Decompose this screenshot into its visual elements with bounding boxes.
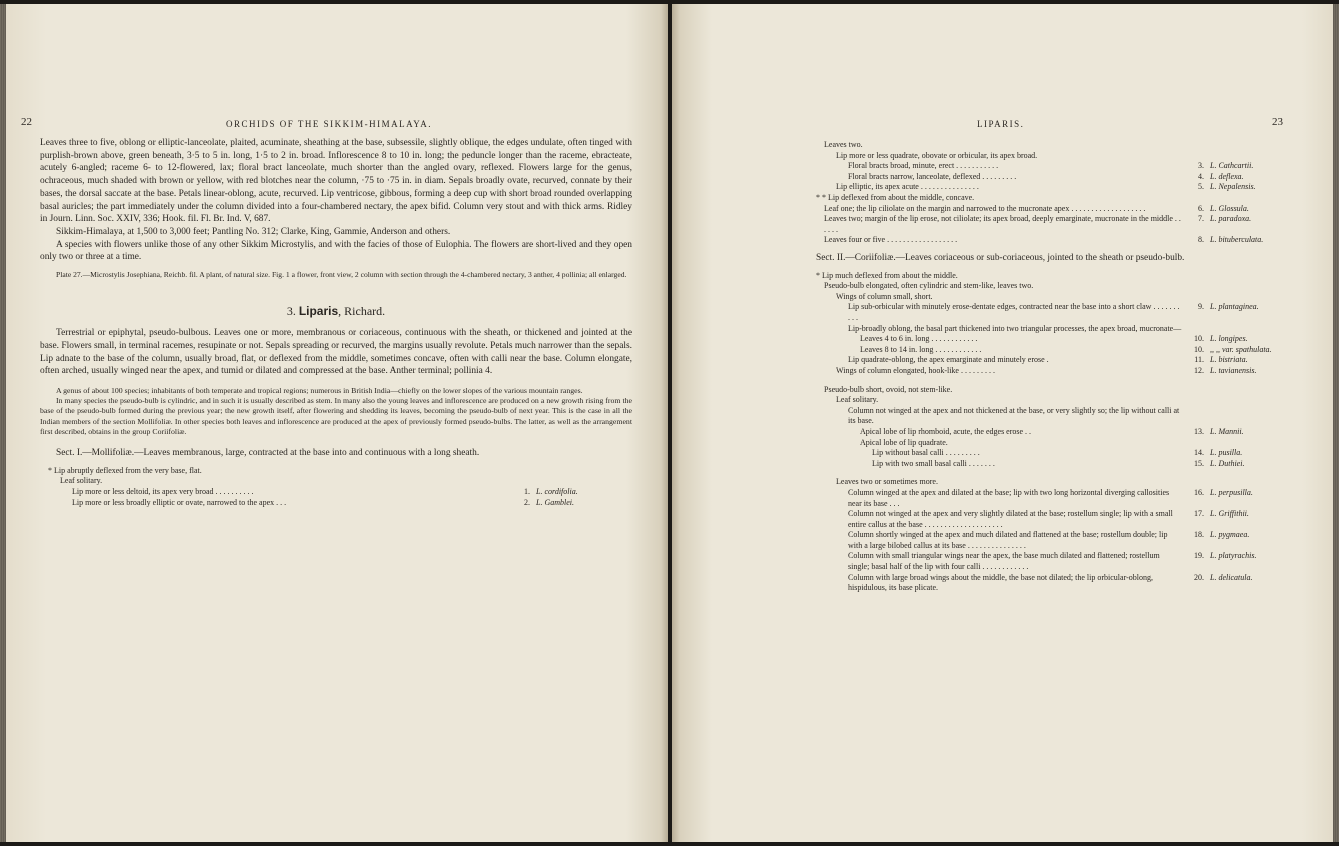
key-number: 10. [1194, 344, 1204, 354]
key-text: Column winged at the apex and dilated at the base; lip with two long horizontal diverging callosities near its base . . . [848, 487, 1170, 508]
key-text: Floral bracts narrow, lanceolate, deflexed . . . . . . . . . [848, 171, 1017, 181]
key-line [816, 448, 1306, 459]
key-number [1182, 140, 1204, 151]
key-species [1204, 271, 1306, 282]
key-text: Leaves 4 to 6 in. long . . . . . . . . . . . . [860, 334, 978, 344]
key-line [816, 161, 1306, 172]
key-line [816, 204, 1306, 215]
identification-key [816, 140, 1306, 246]
key-species [1204, 324, 1306, 335]
key-text: Wings of column small, short. [836, 291, 933, 301]
key-number [1182, 151, 1204, 162]
key-line [816, 366, 1306, 377]
section-heading: Sect. I.—Mollifoliæ.—Leaves membranous, large, contracted at the base into and continuous with a long sheath. [56, 448, 480, 459]
key-text: Leaves two. [824, 140, 863, 149]
key-number: 15. [1194, 458, 1204, 468]
key-number [1182, 438, 1204, 449]
key-species [1204, 292, 1306, 303]
key-species: L. Gamblei. [536, 497, 574, 507]
key-species [1204, 193, 1306, 204]
key-line [816, 509, 1306, 530]
key-line [816, 151, 1306, 162]
key-line [816, 292, 1306, 303]
key-line [816, 214, 1306, 235]
key-number: 14. [1194, 448, 1204, 458]
key-line [816, 530, 1306, 551]
key-text: Column shortly winged at the apex and much dilated and flattened at the base; rostellum double; lip with a large bilobed callus at its base . . . . . . . . . . . . . . . [848, 530, 1168, 550]
key-number [1182, 385, 1204, 396]
left-page-body [40, 137, 632, 508]
key-line [816, 182, 1306, 193]
key-text: Leaf one; the lip ciliolate on the margin and narrowed to the mucronate apex . . . . . . . . . . . . . . . . . . . [824, 203, 1146, 213]
key-species [1204, 385, 1306, 396]
key-species: L. Nepalensis. [1210, 182, 1256, 192]
key-text: Pseudo-bulb elongated, often cylindric and stem-like, leaves two. [824, 281, 1034, 291]
key-text: * Lip much deflexed from about the middle. [816, 270, 958, 280]
key-species: L. platyrachis. [1210, 551, 1257, 561]
key-number [1182, 477, 1204, 488]
key-species [1204, 477, 1306, 488]
identification-key [816, 385, 1306, 470]
key-number [1182, 406, 1204, 427]
key-line [816, 235, 1306, 246]
key-number: 8. [1198, 235, 1204, 245]
key-line [816, 271, 1306, 282]
key-text: Leaves four or five . . . . . . . . . . . . . . . . . . [824, 235, 958, 245]
key-line [816, 302, 1306, 323]
key-species: L. Duthiei. [1210, 458, 1245, 468]
key-species [1204, 406, 1306, 427]
key-species: L. longipes. [1210, 334, 1248, 344]
key-species: L. Glossula. [1210, 203, 1249, 213]
key-species: L. pusilla. [1210, 448, 1243, 458]
key-species: L. Cathcartii. [1210, 161, 1254, 171]
key-line [816, 281, 1306, 292]
key-line [816, 551, 1306, 572]
key-text: Leaves two; margin of the lip erose, not ciliolate; its apex broad, deeply emarginate, mucronate in the middle . . . . . . [824, 214, 1181, 234]
key-species [1204, 151, 1306, 162]
key-text: Lip elliptic, its apex acute . . . . . . . . . . . . . . . [836, 182, 979, 192]
key-number: 16. [1194, 487, 1204, 497]
right-page-body [816, 140, 1306, 594]
page-number: 23 [1272, 116, 1283, 128]
key-text: * Lip abruptly deflexed from the very base, flat. [48, 465, 202, 475]
key-species [530, 476, 632, 487]
key-text: Wings of column elongated, hook-like . . . . . . . . . [836, 365, 995, 375]
key-number [1182, 193, 1204, 204]
key-number: 1. [524, 486, 530, 496]
key-text: Column with small triangular wings near the apex, the base much dilated and flattened; rostellum single; basal half of the lip with four calli . . . . . . . . . . . . [848, 551, 1160, 572]
key-text: Lip more or less broadly elliptic or ovate, narrowed to the apex . . . [72, 497, 287, 507]
key-species: ,, ,, var. spathulata. [1210, 344, 1272, 354]
key-number: 13. [1194, 426, 1204, 436]
key-number: 10. [1194, 334, 1204, 344]
key-number: 17. [1194, 509, 1204, 519]
left-page [6, 4, 668, 842]
plate-caption: Plate 27.—Microstylis Josephiana, Reichb. fil. A plant, of natural size. Fig. 1 a flower, front view, 2 column with section through the 4-chambered nectary, 3 anther, 4 pollinia; all enlarged. [56, 270, 627, 280]
key-text: Leaves two or sometimes more. [836, 477, 938, 487]
key-text: Lip sub-orbicular with minutely erose-dentate edges, contracted near the base into a short claw . . . . . . . . . . [848, 302, 1180, 323]
key-species: L. bituberculata. [1210, 235, 1264, 245]
key-line [816, 395, 1306, 406]
key-line [816, 477, 1306, 488]
key-number [1182, 281, 1204, 292]
page-number: 22 [21, 116, 32, 128]
key-text: Lip without basal calli . . . . . . . . . [872, 448, 980, 458]
key-species: L. plantaginea. [1210, 302, 1259, 312]
key-line [816, 140, 1306, 151]
identification-key [816, 477, 1306, 594]
key-line [40, 476, 632, 487]
key-text: Lip more or less quadrate, obovate or orbicular, its apex broad. [836, 150, 1038, 160]
key-text: Lip more or less deltoid, its apex very broad . . . . . . . . . . [72, 486, 254, 496]
key-species: L. deflexa. [1210, 171, 1244, 181]
key-species [1204, 140, 1306, 151]
running-head: ORCHIDS OF THE SIKKIM-HIMALAYA. [226, 119, 433, 129]
key-line [40, 498, 632, 509]
section-heading: Sect. II.—Coriifoliæ.—Leaves coriaceous or sub-coriaceous, jointed to the sheath or pseudo-bulb. [816, 252, 1185, 263]
key-line [816, 385, 1306, 396]
key-number [508, 476, 530, 487]
key-line [816, 427, 1306, 438]
key-species: L. Mannii. [1210, 426, 1244, 436]
key-line [40, 466, 632, 477]
key-number: 19. [1194, 551, 1204, 561]
key-line [40, 487, 632, 498]
key-text: Lip quadrate-oblong, the apex emarginate and minutely erose . [848, 355, 1049, 365]
key-species: L. cordifolia. [536, 486, 578, 496]
key-number: 11. [1194, 355, 1204, 365]
key-line [816, 324, 1306, 335]
key-species [1204, 395, 1306, 406]
key-text: Column not winged at the apex and not thickened at the base, or very slightly so; the lip without calli at its base. [848, 405, 1180, 426]
key-species: L. bistriata. [1210, 355, 1248, 365]
key-text: Floral bracts broad, minute, erect . . . . . . . . . . . [848, 161, 999, 171]
key-species [530, 466, 632, 477]
key-text: Apical lobe of lip quadrate. [860, 437, 948, 447]
genus-heading: 3. Liparis, Richard. [286, 303, 386, 318]
right-page [672, 4, 1333, 842]
key-line [816, 438, 1306, 449]
genus-notes: A genus of about 100 species; inhabitants of both temperate and tropical regions; numerous in British India—chiefly on the lower slopes of the various mountain ranges. In many species the pseudo-bulb is cylindric, and in such it is usually described as stem. In many also the young leaves and inflorescence are produced on a new growth rising from the base of the pseudo-bulb formed during the previous year; the new growth itself, after flowering and shedding its leaves, becoming the pseudo-bulb of next year. This is the case in all the Indian members of the section Mollifoliæ. In other species both leaves and inflorescence are produced at the apex of previously formed pseudo-bulbs. The latter, as well as the arrangement first described, obtains in the group Coriifoliæ. [40, 386, 632, 436]
key-line [816, 406, 1306, 427]
distribution-text: Sikkim-Himalaya, at 1,500 to 3,000 feet; Pantling No. 312; Clarke, King, Gammie, Anderson and others. [56, 226, 451, 237]
key-text: Leaf solitary. [836, 395, 879, 405]
key-number: 5. [1198, 182, 1204, 192]
key-text: Lip with two small basal calli . . . . . . . [872, 458, 995, 468]
key-species [1204, 281, 1306, 292]
key-species: L. tavianensis. [1210, 365, 1257, 375]
key-species: L. paradoxa. [1210, 214, 1252, 224]
remark-text: A species with flowers unlike those of any other Sikkim Microstylis, and with the facies of those of Eulophia. The flowers are short-lived and they open only two or three at a time. [40, 239, 632, 263]
key-species: L. pygmaea. [1210, 530, 1250, 540]
key-number [1182, 395, 1204, 406]
key-text: Leaf solitary. [60, 476, 103, 486]
key-number [1182, 324, 1204, 335]
key-text: Lip-broadly oblong, the basal part thickened into two triangular processes, the apex broad, mucronate— [848, 323, 1182, 333]
key-number: 4. [1198, 171, 1204, 181]
running-head: LIPARIS. [977, 119, 1025, 129]
key-line [816, 345, 1306, 356]
key-number: 12. [1194, 365, 1204, 375]
identification-key [40, 466, 632, 508]
key-number: 2. [524, 497, 530, 507]
key-number: 3. [1198, 161, 1204, 171]
key-number: 7. [1198, 214, 1204, 224]
key-number [1182, 271, 1204, 282]
key-line [816, 573, 1306, 594]
key-species: L. perpusilla. [1210, 487, 1253, 497]
key-species: L. delicatula. [1210, 572, 1253, 582]
identification-key [816, 271, 1306, 377]
key-number: 9. [1198, 302, 1204, 312]
key-line [816, 355, 1306, 366]
key-text: Column not winged at the apex and very slightly dilated at the base; rostellum single; lip with a small entire callus at the base . . . . . . . . . . . . . . . . . . . . [848, 509, 1173, 529]
key-text: * * Lip deflexed from about the middle, concave. [816, 192, 975, 202]
key-line [816, 172, 1306, 183]
genus-description: Terrestrial or epiphytal, pseudo-bulbous. Leaves one or more, membranous or coriaceous, continuous with the sheath, or thickened and jointed at the base. Flowers small, in terminal racemes, resupinate or not. Sepals spreading or recurved, the margins usually revolute. Petals much narrower than the sepals. Lip adnate to the base of the column, usually broad, flat, or deflexed from the middle, sometimes concave, often with calli near the base. Column elongate, often arched, usually winged near the apex, and tumid or dilated and compressed at the base. Anther terminal; pollinia 4. [40, 328, 632, 377]
key-number: 20. [1194, 572, 1204, 582]
key-number [1182, 292, 1204, 303]
key-line [816, 459, 1306, 470]
species-description: Leaves three to five, oblong or elliptic-lanceolate, plaited, acuminate, sheathing at the base, subsessile, slightly oblique, the edges undulate, often tinged with purplish-brown above, green beneath, 3·5 to 5 in. long, 1·5 to 2 in. broad. Inflorescence 8 to 10 in. long; the peduncle longer than the raceme, ebracteate, acutely 6-angled; raceme 6- to 12-flowered, lax; floral bract lanceolate, much shorter than the angled ovary, reflexed. Flowers large for the genus, ochraceous, much shaded with brown or yellow, with red blotches near the column, ·75 to ·75 in. in diam. Sepals broadly ovate, recurved, connate by their bases, the dorsal saccate at the base. Petals linear-oblong, acute, recurved. Lip ventricose, gibbous, forming a deep cup with short broad rounded overlapping basal auricles; the part immediately under the column divided into a four-chambered nectary, the apex bifid. Column very stout and with thick arms. Ridley in Journ. Linn. Soc. XXIV, 336; Hook. fil. Fl. Br. Ind. V, 687. [40, 138, 632, 225]
key-number: 6. [1198, 203, 1204, 213]
key-line [816, 193, 1306, 204]
key-number [508, 466, 530, 477]
key-line [816, 334, 1306, 345]
key-text: Column with large broad wings about the middle, the base not dilated; the lip orbicular-oblong, hispidulous, its base plicate. [848, 572, 1153, 593]
key-text: Leaves 8 to 14 in. long . . . . . . . . . . . . [860, 344, 982, 354]
key-line [816, 488, 1306, 509]
key-text: Pseudo-bulb short, ovoid, not stem-like. [824, 384, 953, 394]
key-text: Apical lobe of lip rhomboid, acute, the edges erose . . [860, 426, 1032, 436]
key-species: L. Griffithii. [1210, 509, 1249, 519]
key-number: 18. [1194, 530, 1204, 540]
key-species [1204, 438, 1306, 449]
